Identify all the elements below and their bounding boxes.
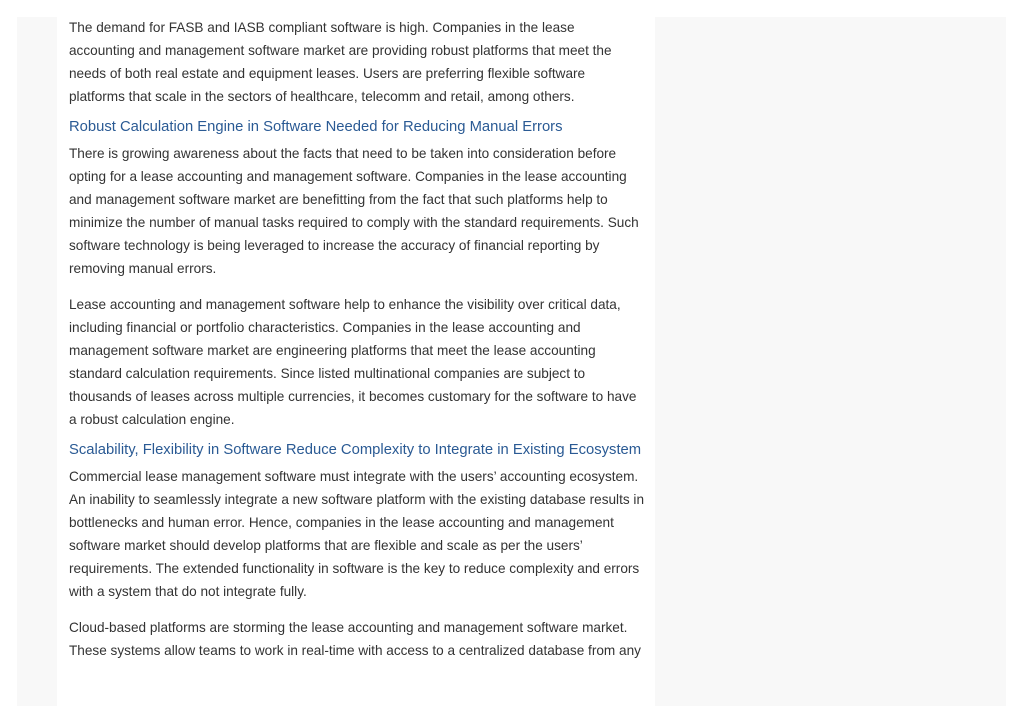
section1-paragraph-1: There is growing awareness about the facts that need to be taken into consideration before opting for a lease accounting and management software. Companies in the lease accounting and management software market are benefitting from the fact that such platforms help to minimize the number of manual tasks required to comply with the standard requirements. Such software technology is being leveraged to increase the accuracy of financial reporting by removing manual errors. (69, 146, 639, 276)
section2-paragraph-1: Commercial lease management software must integrate with the users’ accounting ecosystem. An inability to seamlessly integrate a new software platform with the existing database results in bottlenecks and human error. Hence, companies in the lease accounting and management software market should develop platforms that are flexible and scale as per the users’ requirements. The extended functionality in software is the key to reduce complexity and errors with a system that do not integrate fully. (69, 469, 644, 599)
section2-paragraph-2: Cloud-based platforms are storming the lease accounting and management software market. These systems allow teams to work in real-time with access to a centralized database from any (69, 620, 641, 658)
section-heading-scalability: Scalability, Flexibility in Software Reduce Complexity to Integrate in Existing Ecosystem (69, 442, 642, 458)
intro-paragraph: The demand for FASB and IASB compliant software is high. Companies in the lease accounting and management software market are providing robust platforms that meet the needs of both real estate and equipment leases. Users are preferring flexible software platforms that scale in the sectors of healthcare, telecomm and retail, among others. (69, 20, 612, 104)
article-body (69, 16, 644, 662)
left-gutter (17, 17, 57, 706)
section1-paragraph-2: Lease accounting and management software help to enhance the visibility over critical data, including financial or portfolio characteristics. Companies in the lease accounting and management software market are engineering platforms that meet the lease accounting standard calculation requirements. Since listed multinational companies are subject to thousands of leases across multiple currencies, it becomes customary for the software to have a robust calculation engine. (69, 297, 637, 427)
right-sidebar (655, 17, 1006, 706)
section-heading-calculation-engine: Robust Calculation Engine in Software Needed for Reducing Manual Errors (69, 119, 563, 135)
